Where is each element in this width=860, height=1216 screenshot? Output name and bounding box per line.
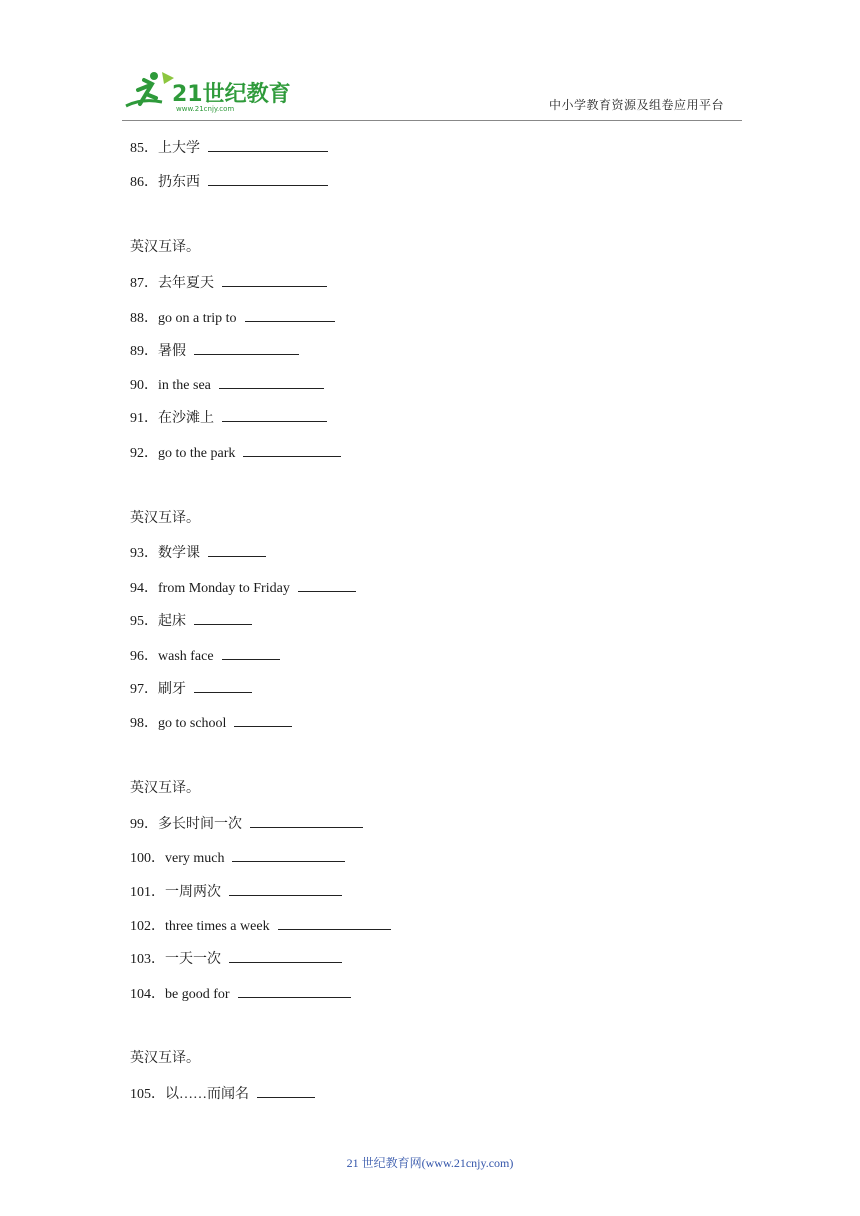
answer-blank[interactable]	[208, 137, 328, 152]
answer-blank[interactable]	[222, 407, 327, 422]
list-item: 91．在沙滩上	[130, 407, 327, 427]
section-title: 英汉互译。	[130, 511, 200, 526]
svg-text:www.21cnjy.com: www.21cnjy.com	[176, 105, 235, 113]
list-item: 88．go on a trip to	[130, 307, 335, 327]
list-item: 96．wash face	[130, 645, 280, 665]
header-platform-text: 中小学教育资源及组卷应用平台	[549, 98, 725, 112]
list-item: 94．from Monday to Friday	[130, 577, 356, 597]
answer-blank[interactable]	[257, 1083, 315, 1098]
answer-blank[interactable]	[194, 340, 299, 355]
list-item: 89．暑假	[130, 340, 299, 360]
header-divider	[122, 120, 742, 121]
list-item: 95．起床	[130, 610, 252, 630]
list-item: 99．多长时间一次	[130, 813, 363, 833]
answer-blank[interactable]	[234, 712, 292, 727]
list-item: 101．一周两次	[130, 881, 342, 901]
list-item: 105．以……而闻名	[130, 1083, 315, 1103]
answer-blank[interactable]	[219, 374, 324, 389]
section-title: 英汉互译。	[130, 240, 200, 255]
list-item: 90．in the sea	[130, 374, 324, 394]
list-item: 100．very much	[130, 847, 345, 867]
list-item: 85．上大学	[130, 137, 328, 157]
page-footer: 21 世纪教育网(www.21cnjy.com)	[346, 1156, 514, 1170]
answer-blank[interactable]	[278, 915, 391, 930]
answer-blank[interactable]	[194, 678, 252, 693]
answer-blank[interactable]	[222, 645, 280, 660]
answer-blank[interactable]	[194, 610, 252, 625]
answer-blank[interactable]	[208, 171, 328, 186]
list-item: 87．去年夏天	[130, 272, 327, 292]
answer-blank[interactable]	[243, 442, 341, 457]
list-item: 103．一天一次	[130, 948, 342, 968]
answer-blank[interactable]	[238, 983, 351, 998]
list-item: 98．go to school	[130, 712, 292, 732]
list-item: 86．扔东西	[130, 171, 328, 191]
list-item: 97．刷牙	[130, 678, 252, 698]
list-item: 104．be good for	[130, 983, 351, 1003]
section-title: 英汉互译。	[130, 1051, 200, 1066]
list-item: 92．go to the park	[130, 442, 341, 462]
logo	[122, 68, 292, 114]
list-item: 102．three times a week	[130, 915, 391, 935]
page-header	[0, 0, 860, 130]
answer-blank[interactable]	[232, 847, 345, 862]
answer-blank[interactable]	[229, 881, 342, 896]
answer-blank[interactable]	[298, 577, 356, 592]
list-item: 93．数学课	[130, 542, 266, 562]
svg-text:21世纪教育: 21世纪教育	[172, 82, 291, 107]
answer-blank[interactable]	[245, 307, 335, 322]
answer-blank[interactable]	[208, 542, 266, 557]
answer-blank[interactable]	[250, 813, 363, 828]
section-title: 英汉互译。	[130, 781, 200, 796]
answer-blank[interactable]	[229, 948, 342, 963]
answer-blank[interactable]	[222, 272, 327, 287]
